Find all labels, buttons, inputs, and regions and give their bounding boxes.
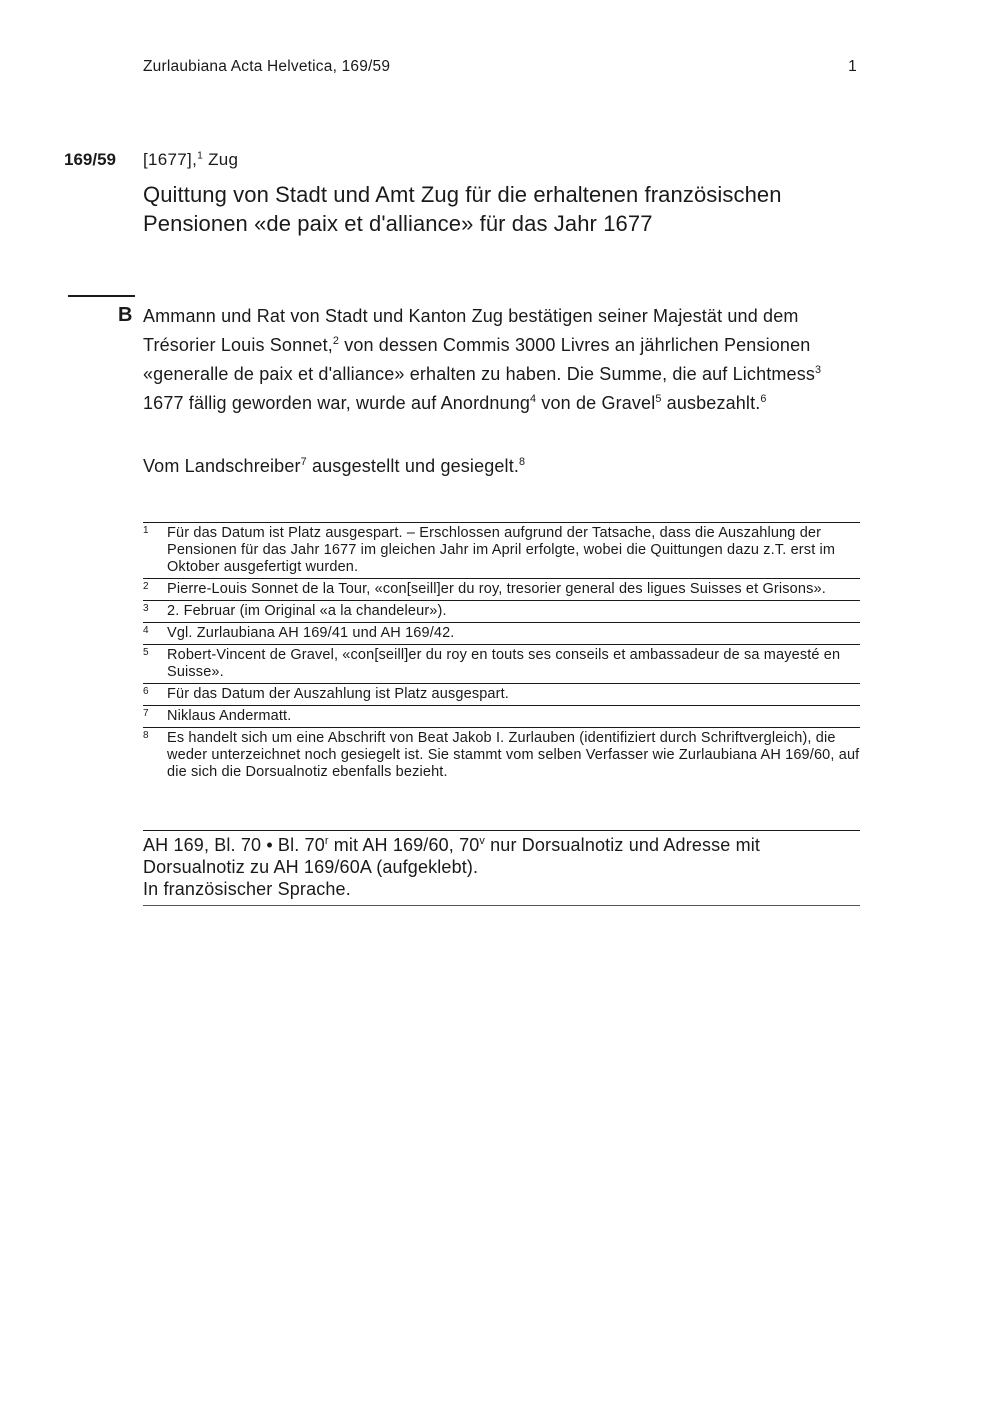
footnote-ref-2[interactable]: 2 (332, 335, 340, 347)
footnote (143, 644, 860, 683)
footnote (143, 683, 860, 705)
margin-rule (68, 295, 135, 297)
source-notes (143, 830, 860, 906)
regest-text: ausbezahlt. (666, 393, 761, 413)
footnote-text: Es handelt sich um eine Abschrift von Beat Jakob I. Zurlauben (identifiziert durch Schriftvergleich), die weder unterzeichnet noch gesiegelt ist. Sie stammt vom selben Verfasser wie Zurlaubiana AH 169/60, auf die sich die Dorsualnotiz ebenfalls bezieht. (167, 730, 860, 780)
running-title: Zurlaubiana Acta Helvetica, 169/59 (143, 58, 391, 75)
footnote-ref-6[interactable]: 6 (760, 393, 767, 405)
footnote-text: Niklaus Andermatt. (167, 708, 292, 724)
footnote-ref-1[interactable]: 1 (197, 150, 204, 162)
running-head (143, 58, 859, 76)
footnote-text: Robert-Vincent de Gravel, «con[seill]er du roy en touts ses conseils et ambassadeur de sa mayesté en Suisse». (167, 647, 841, 680)
footnote-ref-8[interactable]: 8 (519, 456, 526, 468)
footnote (143, 522, 860, 578)
regest-note (143, 452, 861, 481)
footnote-number: 4 (143, 625, 149, 636)
source-text: mit AH 169/60, 70 (333, 835, 480, 855)
footnote-text: Für das Datum der Auszahlung ist Platz ausgespart. (167, 686, 509, 702)
footnote-text: Vgl. Zurlaubiana AH 169/41 und AH 169/42. (167, 625, 455, 641)
footnote-number: 6 (143, 686, 149, 697)
document-number: 169/59 (64, 150, 116, 169)
footnote-text: Pierre-Louis Sonnet de la Tour, «con[seill]er du roy, tresorier general des ligues Suisses et Grisons». (167, 581, 826, 597)
footnote-number: 7 (143, 708, 149, 719)
source-text: AH 169, Bl. 70 • Bl. 70 (143, 835, 325, 855)
recto-mark: r (324, 835, 329, 847)
regest-text: ausgestellt und gesiegelt. (311, 456, 520, 476)
document-date: [1677], (143, 150, 198, 169)
footnote (143, 622, 860, 644)
regest-text: von dessen Commis 3000 Livres an jährlichen Pensionen «generalle de paix et d'alliance» erhalten zu haben. Die Summe, die auf Lichtmess (143, 335, 815, 384)
footnote (143, 600, 860, 622)
footnote-ref-7[interactable]: 7 (300, 456, 307, 468)
footnote-ref-5[interactable]: 5 (655, 393, 662, 405)
document-date-place (143, 150, 238, 170)
footnote (143, 705, 860, 727)
footnote-number: 2 (143, 581, 149, 592)
margin-letter: B (118, 304, 133, 326)
footnote-text: Für das Datum ist Platz ausgespart. – Erschlossen aufgrund der Tatsache, dass die Auszahlung der Pensionen für das Jahr 1677 im gleichen Jahr im April erfolgte, wobei die Quittungen dazu z.T. erst im Oktober ausgefertigt wurden. (167, 525, 836, 575)
source-language: In französischer Sprache. (143, 879, 351, 899)
footnote-number: 3 (143, 603, 149, 614)
source-text: nur Dorsualnotiz und Adresse mit Dorsualnotiz zu AH 169/60A (aufgeklebt). (143, 835, 761, 877)
footnotes (143, 522, 860, 783)
regest-text: Vom Landschreiber (143, 456, 301, 476)
document-title: Quittung von Stadt und Amt Zug für die erhaltenen französischen Pensionen «de paix et d'alliance» für das Jahr 1677 (143, 182, 782, 236)
footnote-text: 2. Februar (im Original «a la chandeleur»). (167, 603, 447, 619)
regest-text: von de Gravel (541, 393, 656, 413)
regest-text: Ammann und Rat von Stadt und Kanton Zug bestätigen seiner Majestät und dem Trésorier Louis Sonnet, (143, 306, 799, 355)
footnote (143, 727, 860, 783)
footnote (143, 578, 860, 600)
footnote-ref-4[interactable]: 4 (530, 393, 537, 405)
regest-paragraph (143, 302, 861, 418)
footnote-number: 5 (143, 647, 149, 658)
footnote-number: 1 (143, 525, 149, 536)
source-description (143, 834, 860, 878)
verso-mark: v (479, 835, 485, 847)
regest-text: 1677 fällig geworden war, wurde auf Anordnung (143, 393, 531, 413)
footnote-number: 8 (143, 730, 149, 741)
footnote-ref-3[interactable]: 3 (815, 364, 822, 376)
page-number: 1 (848, 58, 857, 75)
document-place: Zug (208, 150, 239, 169)
